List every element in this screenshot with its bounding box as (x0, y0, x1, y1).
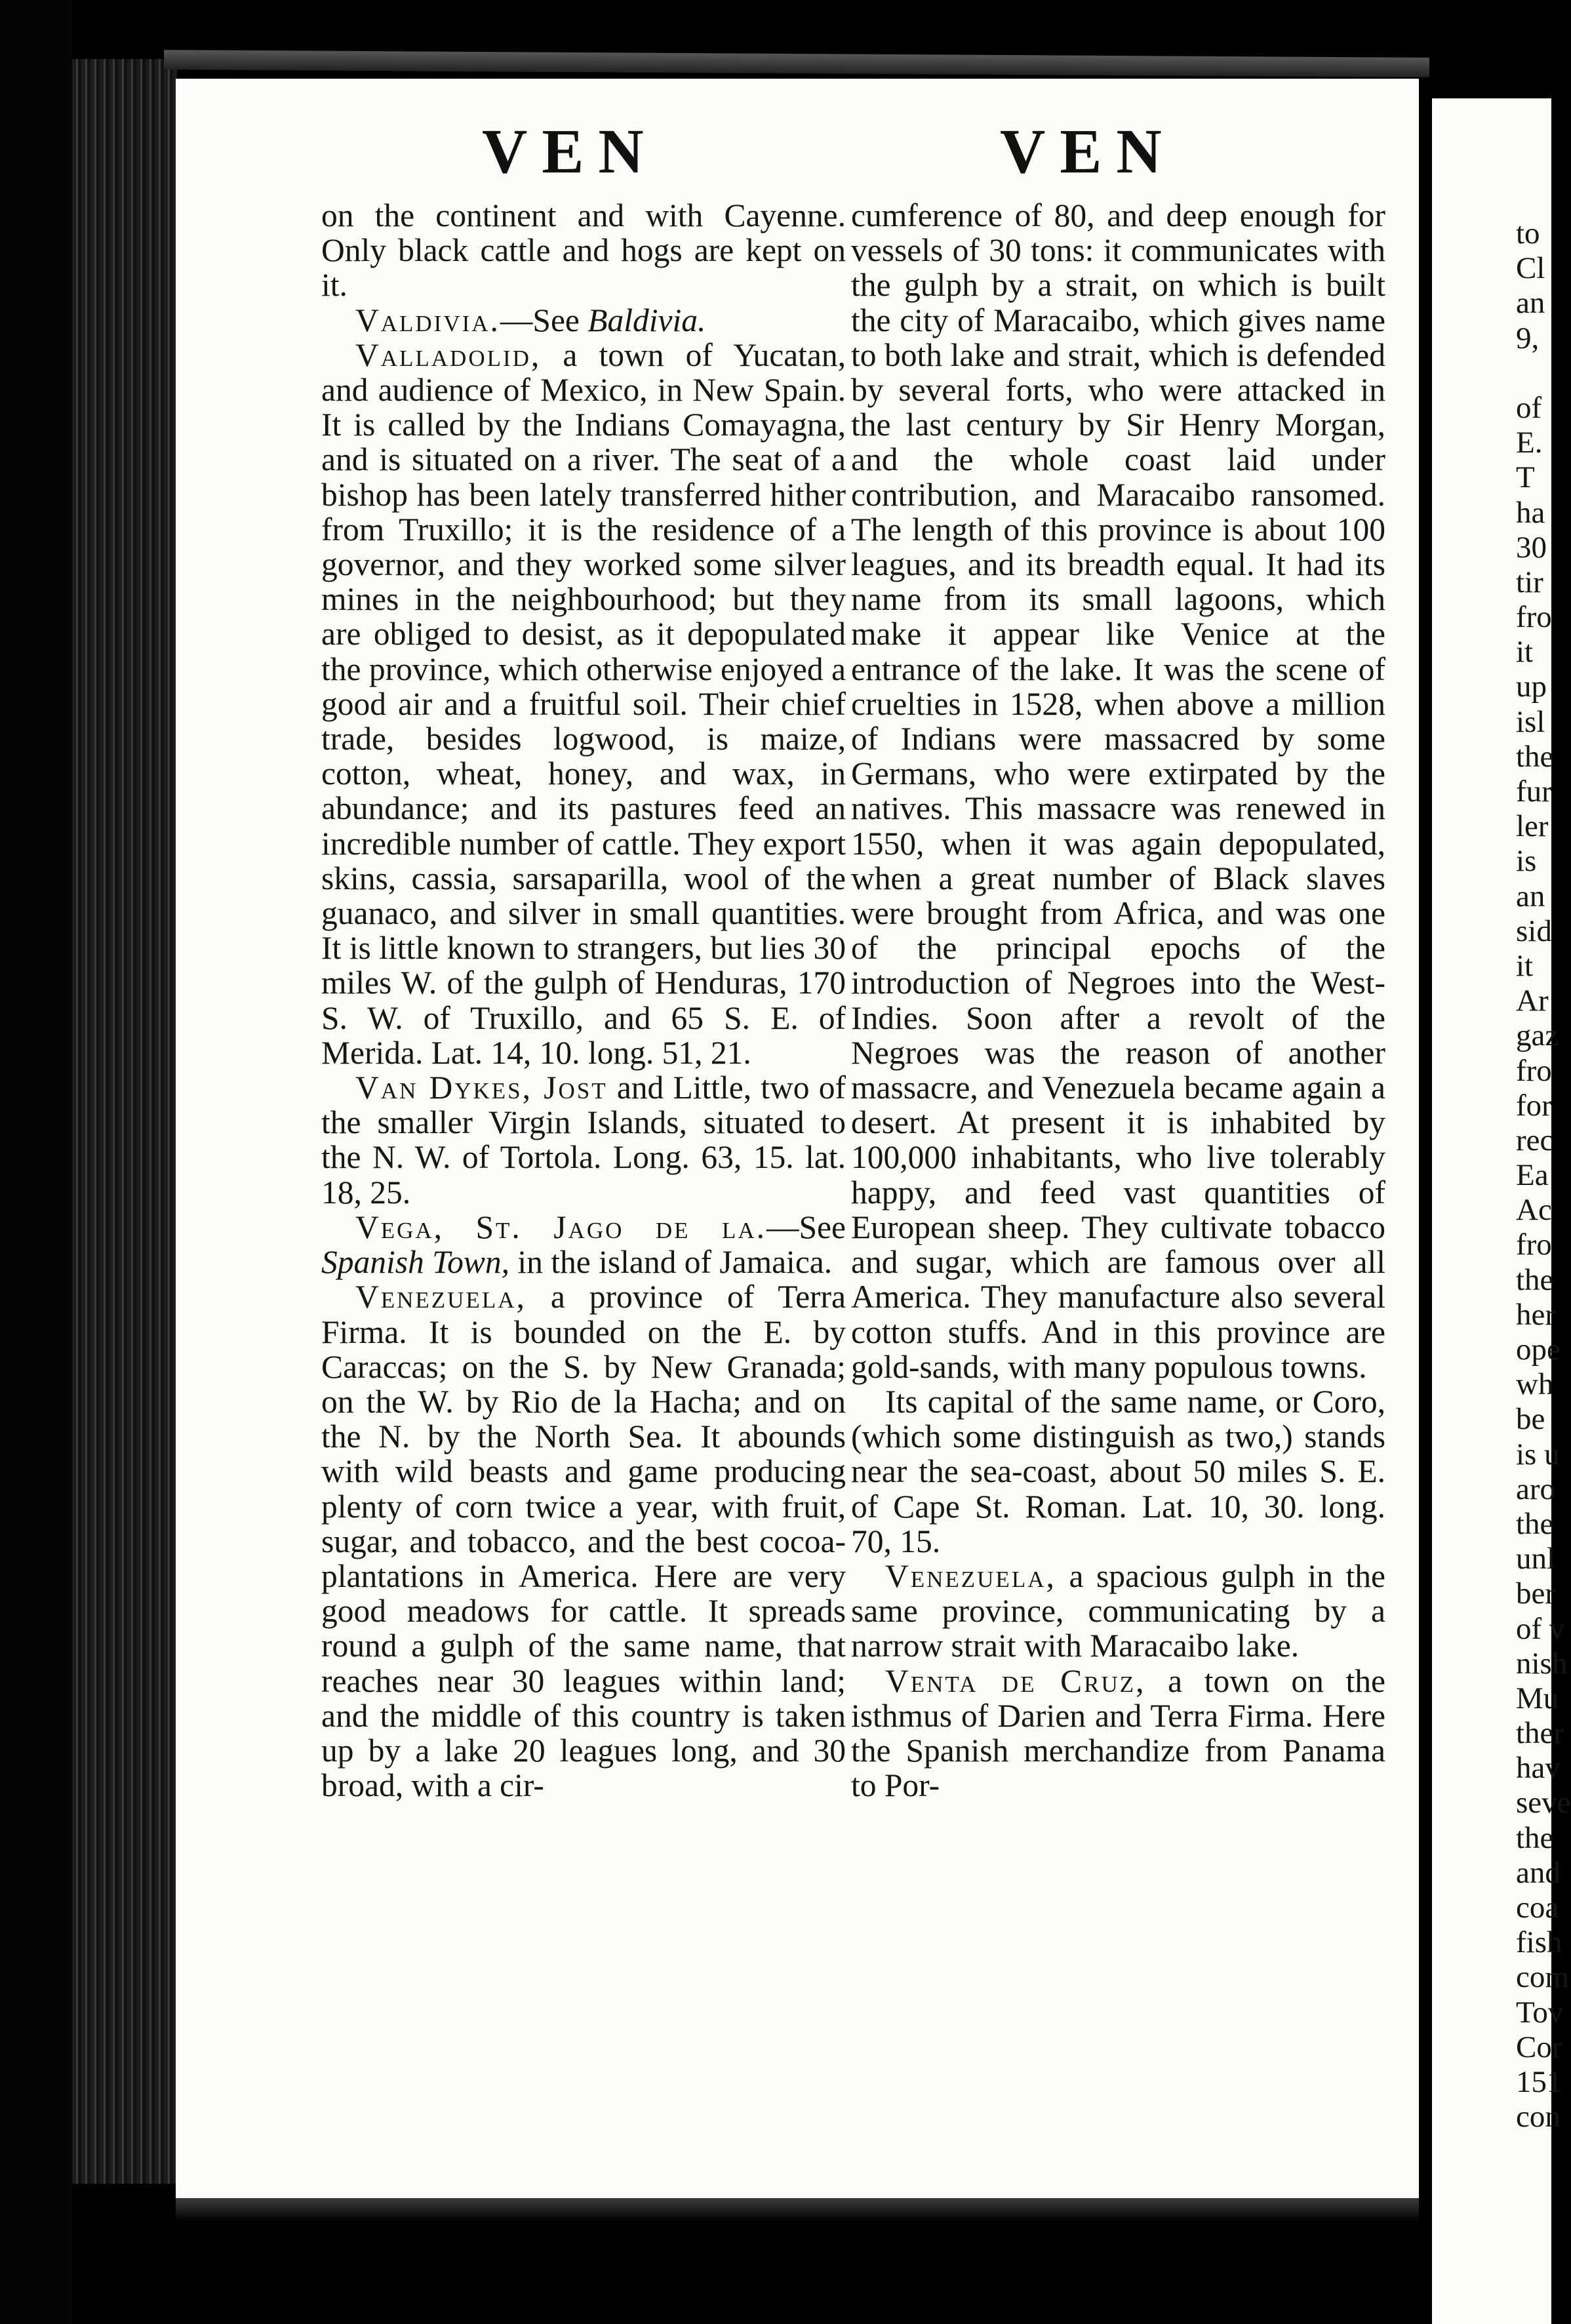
paragraph: Van Dykes, Jost and Little, two of the smaller Virgin Islands, situated to the N. W. of Tortola. Long. 63, 15. lat. 18, 25. (321, 1070, 846, 1211)
page-bottom-shadow (176, 2198, 1419, 2222)
facing-page-line-fragment: 30 (1516, 530, 1547, 565)
entry-headword: Venta de Cruz, (885, 1662, 1146, 1699)
facing-page-line-fragment: con (1516, 2100, 1561, 2134)
facing-page-line-fragment: an (1516, 879, 1545, 913)
facing-page-line-fragment: fur (1516, 774, 1552, 809)
facing-page-line-fragment: be (1516, 1402, 1545, 1437)
facing-page-line-fragment: Mu (1516, 1681, 1559, 1715)
facing-page-line-fragment: tir (1516, 565, 1543, 599)
facing-page-line-fragment: ler (1516, 809, 1549, 844)
facing-page-line-fragment: sid (1516, 913, 1552, 948)
facing-page-line-fragment: is u (1516, 1437, 1560, 1472)
paragraph: Venta de Cruz, a town on the isthmus of Darien and Terra Firma. Here the Spanish merchandize from Panama to Por- (851, 1662, 1385, 1804)
facing-page-line-fragment: Cor (1516, 2030, 1562, 2064)
facing-page-line-fragment: Ea (1516, 1158, 1549, 1193)
facing-page-line-fragment: fro (1516, 600, 1552, 635)
facing-page-line-fragment: it (1516, 635, 1534, 670)
facing-page-line-fragment: the (1516, 1262, 1554, 1297)
facing-page-line-fragment: fro (1516, 1053, 1552, 1088)
facing-page-line-fragment: unl (1516, 1542, 1556, 1576)
facing-page-text-fragment (1516, 216, 1571, 2134)
facing-page-line-fragment: up (1516, 670, 1547, 704)
facing-page-line-fragment: of (1516, 390, 1542, 425)
entry-headword: Venezuela, (885, 1557, 1056, 1594)
running-header-right: VEN (1000, 116, 1176, 186)
entry-headword: Van Dykes, Jost (355, 1070, 608, 1106)
facing-page-line-fragment: ther (1516, 1716, 1564, 1751)
facing-page-line-fragment: Tov (1516, 1995, 1564, 2030)
facing-page-line-fragment: for (1516, 1088, 1552, 1123)
facing-page-line-fragment: 151 (1516, 2064, 1562, 2099)
facing-page-line-fragment (1516, 356, 1551, 391)
facing-page-line-fragment: coa (1516, 1891, 1559, 1925)
paragraph: Valdivia.—See Baldivia. (355, 302, 706, 338)
facing-page-line-fragment: Cl (1516, 251, 1545, 286)
facing-page-line-fragment: her (1516, 1297, 1556, 1332)
facing-page-line-fragment: it (1516, 948, 1534, 983)
paragraph: Venezuela, a spacious gulph in the same province, communicating by a narrow strait with Maracaibo lake. (851, 1557, 1385, 1664)
entry-headword: Vega, St. Jago de la. (355, 1209, 767, 1245)
facing-page-line-fragment: ha (1516, 495, 1545, 530)
page-top-edge (164, 50, 1429, 77)
facing-page-line-fragment: T (1516, 460, 1535, 495)
facing-page-line-fragment: of v (1516, 1611, 1565, 1646)
entry-headword: Valdivia. (355, 302, 500, 338)
facing-page-line-fragment: is (1516, 844, 1537, 879)
page-edges (72, 59, 177, 2184)
facing-page-line-fragment: hav (1516, 1751, 1561, 1786)
facing-page-line-fragment: an (1516, 286, 1545, 321)
paragraph: on the continent and with Cayenne. Only black cattle and hogs are kept on it. (321, 197, 846, 304)
facing-page-line-fragment: ber (1516, 1576, 1556, 1611)
facing-page-line-fragment: Ar (1516, 984, 1549, 1018)
facing-page-line-fragment: 9, (1516, 321, 1540, 355)
cross-reference: Baldivia. (587, 302, 706, 338)
book-spine (0, 0, 72, 2324)
facing-page-line-fragment: seve (1516, 1786, 1571, 1820)
facing-page-line-fragment: the (1516, 1820, 1554, 1855)
facing-page-line-fragment: the (1516, 739, 1554, 774)
running-header-left: VEN (482, 116, 658, 186)
facing-page-line-fragment: fro (1516, 1228, 1552, 1262)
facing-page-line-fragment: wh (1516, 1367, 1554, 1402)
facing-page-line-fragment: the (1516, 1506, 1554, 1541)
paragraph: Valladolid, a town of Yucatan, and audience of Mexico, in New Spain. It is called by the Indians Comayagna, and is situated on a river. The seat of a bishop has been lately transferred hither from Truxillo; it is the residence of a governor, and they worked some silver mines in the neighbourhood; but they are obliged to desist, as it depopulated the province, which otherwise enjoyed a good air and a fruitful soil. Their chief trade, besides logwood, is maize, cotton, wheat, honey, and wax, in abundance; and its pastures feed an incredible number of cattle. They export skins, cassia, sarsaparilla, wool of the guanaco, and silver in small quantities. It is little known to strangers, but lies 30 miles W. of the gulph of Henduras, 170 S. W. of Truxillo, and 65 S. E. of Merida. Lat. 14, 10. long. 51, 21. (321, 336, 846, 1071)
paragraph: cumference of 80, and deep enough for vessels of 30 tons: it communicates with the gulph by a strait, on which is built the city of Maracaibo, which gives name to both lake and strait, which is defended by several forts, who were attacked in the last century by Sir Henry Morgan, and the whole coast laid under contribution, and Maracaibo ransomed. The length of this province is about 100 leagues, and its breadth equal. It had its name from its small lagoons, which make it appear like Venice at the entrance of the lake. It was the scene of cruelties in 1528, when above a million of Indians were massacred by some Germans, who were extirpated by the natives. This massacre was renewed in 1550, when it was again depopulated, when a great number of Black slaves were brought from Africa, and was one of the principal epochs of the introduction of Negroes into the West-Indies. Soon after a revolt of the Negroes was the reason of another massacre, and Venezuela became again a desert. At present it is inhabited by 100,000 inhabitants, who live tolerably happy, and feed vast quantities of European sheep. They cultivate tobacco and sugar, which are famous over all America. They manufacture also several cotton stuffs. And in this province are gold-sands, with many populous towns. (851, 197, 1385, 1385)
facing-page-line-fragment: to (1516, 216, 1540, 250)
facing-page-line-fragment: com (1516, 1960, 1569, 1995)
facing-page-line-fragment: nish (1516, 1646, 1568, 1681)
facing-page-line-fragment: and (1516, 1855, 1561, 1890)
facing-page-line-fragment: rec (1516, 1123, 1554, 1157)
paragraph: Venezuela, a province of Terra Firma. It is bounded on the E. by Caraccas; on the S. by New Granada; on the W. by Rio de la Hacha; and on the N. by the North Sea. It abounds with wild beasts and game producing plenty of corn twice a year, with fruit, sugar, and tobacco, and the best cocoa-plantations in America. Here are very good meadows for cattle. It spreads round a gulph of the same name, that reaches near 30 leagues within land; and the middle of this country is taken up by a lake 20 leagues long, and 30 broad, with a cir- (321, 1279, 846, 1804)
facing-page-line-fragment: E. (1516, 426, 1543, 460)
facing-page-line-fragment: ope (1516, 1332, 1561, 1367)
entry-headword: Valladolid, (355, 336, 542, 373)
facing-page-line-fragment: isl (1516, 704, 1545, 739)
facing-page-line-fragment: aro (1516, 1472, 1556, 1506)
left-text-column (321, 198, 846, 1803)
facing-page-line-fragment: fish (1516, 1925, 1562, 1960)
facing-page-line-fragment: Ac (1516, 1193, 1552, 1228)
paragraph: Its capital of the same name, or Coro, (which some distinguish as two,) stands near the sea-coast, about 50 miles S. E. of Cape St. Roman. Lat. 10, 30. long. 70, 15. (851, 1383, 1385, 1559)
cross-reference: Spanish Town, (321, 1244, 510, 1281)
facing-page-line-fragment: gaz (1516, 1018, 1559, 1053)
entry-headword: Venezuela, (355, 1279, 527, 1315)
paragraph: Vega, St. Jago de la.—See Spanish Town, in the island of Jamaica. (321, 1209, 846, 1281)
right-text-column (851, 198, 1385, 1803)
